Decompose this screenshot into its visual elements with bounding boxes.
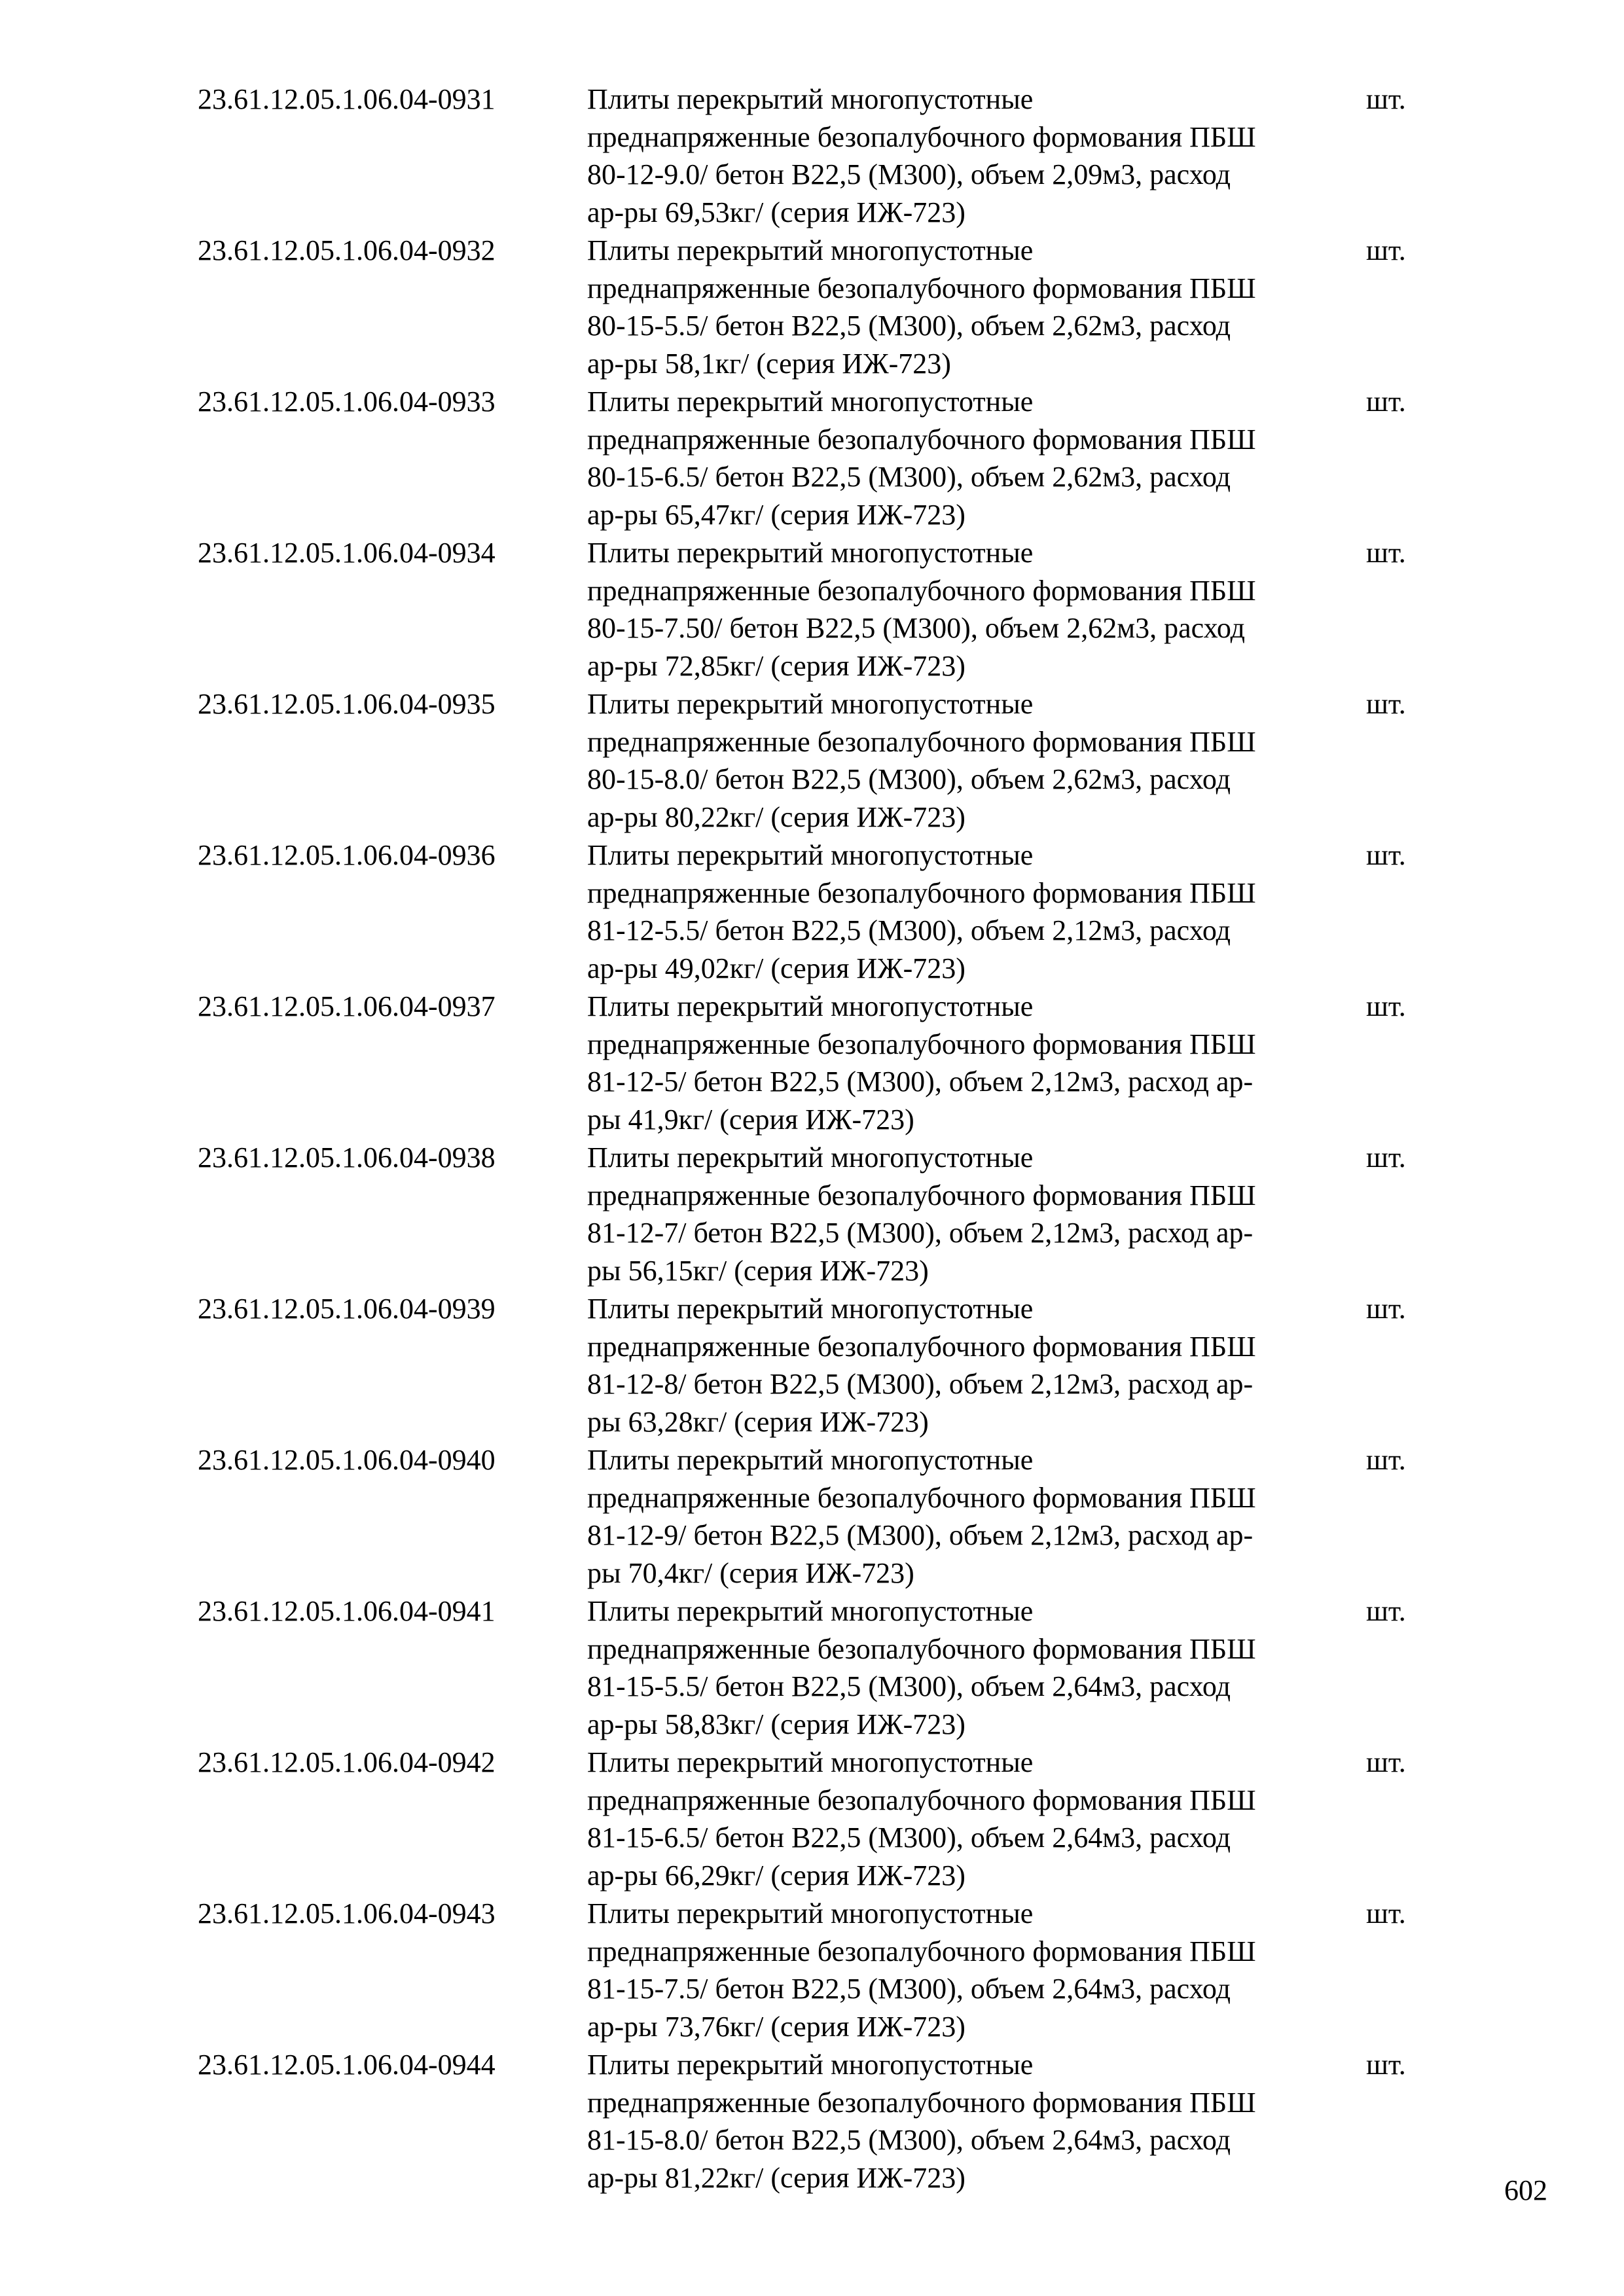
unit-of-measure: шт.	[1366, 1444, 1406, 1476]
resource-description	[587, 1441, 1373, 1592]
resource-description	[587, 988, 1373, 1138]
description-line: преднапряженные безопалубочного формования ПБШ	[587, 2086, 1256, 2119]
description-line: Плиты перекрытий многопустотные	[587, 990, 1034, 1022]
list-item	[0, 1592, 1624, 1744]
description-line: 80-15-7.50/ бетон В22,5 (М300), объем 2,62м3, расход	[587, 612, 1246, 644]
unit-of-measure: шт.	[1366, 2049, 1406, 2081]
description-line: 80-15-8.0/ бетон В22,5 (М300), объем 2,62м3, расход	[587, 763, 1231, 795]
resource-description	[587, 232, 1373, 382]
description-line: ар-ры 81,22кг/ (серия ИЖ-723)	[587, 2161, 965, 2194]
description-line: преднапряженные безопалубочного формования ПБШ	[587, 1784, 1256, 1816]
resource-description	[587, 1744, 1373, 1894]
description-line: Плиты перекрытий многопустотные	[587, 1595, 1034, 1627]
resource-description	[587, 534, 1373, 685]
resource-code: 23.61.12.05.1.06.04-0933	[198, 386, 496, 418]
description-line: Плиты перекрытий многопустотные	[587, 1293, 1034, 1325]
unit-of-measure: шт.	[1366, 83, 1406, 115]
description-line: ры 56,15кг/ (серия ИЖ-723)	[587, 1254, 929, 1287]
description-line: 81-15-5.5/ бетон В22,5 (М300), объем 2,64м3, расход	[587, 1670, 1231, 1702]
resource-description	[587, 383, 1373, 533]
description-line: Плиты перекрытий многопустотные	[587, 688, 1034, 720]
description-line: 81-15-8.0/ бетон В22,5 (М300), объем 2,64м3, расход	[587, 2124, 1231, 2156]
description-line: преднапряженные безопалубочного формования ПБШ	[587, 1935, 1256, 1967]
list-item	[0, 2046, 1624, 2197]
description-line: Плиты перекрытий многопустотные	[587, 386, 1034, 418]
unit-of-measure: шт.	[1366, 1141, 1406, 1174]
resource-code: 23.61.12.05.1.06.04-0938	[198, 1141, 496, 1174]
list-item	[0, 685, 1624, 836]
description-line: 81-12-8/ бетон В22,5 (М300), объем 2,12м3, расход ар-	[587, 1368, 1254, 1400]
list-item	[0, 1441, 1624, 1592]
description-line: преднапряженные безопалубочного формования ПБШ	[587, 574, 1256, 607]
description-line: 81-12-5.5/ бетон В22,5 (М300), объем 2,12м3, расход	[587, 914, 1231, 946]
description-line: Плиты перекрытий многопустотные	[587, 83, 1034, 115]
description-line: Плиты перекрытий многопустотные	[587, 1897, 1034, 1929]
description-line: преднапряженные безопалубочного формования ПБШ	[587, 1028, 1256, 1060]
description-line: ар-ры 58,83кг/ (серия ИЖ-723)	[587, 1708, 965, 1740]
description-line: 81-12-7/ бетон В22,5 (М300), объем 2,12м3, расход ар-	[587, 1217, 1254, 1249]
description-line: преднапряженные безопалубочного формования ПБШ	[587, 423, 1256, 456]
unit-of-measure: шт.	[1366, 839, 1406, 871]
description-line: Плиты перекрытий многопустотные	[587, 1141, 1034, 1174]
resource-description	[587, 836, 1373, 987]
description-line: ар-ры 49,02кг/ (серия ИЖ-723)	[587, 952, 965, 984]
description-line: преднапряженные безопалубочного формования ПБШ	[587, 1632, 1256, 1665]
description-line: ар-ры 58,1кг/ (серия ИЖ-723)	[587, 347, 951, 380]
description-line: Плиты перекрытий многопустотные	[587, 537, 1034, 569]
resource-code: 23.61.12.05.1.06.04-0942	[198, 1746, 496, 1778]
resource-code: 23.61.12.05.1.06.04-0940	[198, 1444, 496, 1476]
description-line: ры 41,9кг/ (серия ИЖ-723)	[587, 1103, 914, 1136]
resource-code: 23.61.12.05.1.06.04-0931	[198, 83, 496, 115]
description-line: преднапряженные безопалубочного формования ПБШ	[587, 876, 1256, 909]
resource-code: 23.61.12.05.1.06.04-0932	[198, 234, 496, 266]
list-item	[0, 1290, 1624, 1441]
resource-description	[587, 81, 1373, 231]
resource-description	[587, 685, 1373, 836]
unit-of-measure: шт.	[1366, 990, 1406, 1022]
list-item	[0, 1895, 1624, 2046]
description-line: преднапряженные безопалубочного формования ПБШ	[587, 120, 1256, 153]
description-line: 80-12-9.0/ бетон В22,5 (М300), объем 2,09м3, расход	[587, 158, 1231, 190]
resource-code: 23.61.12.05.1.06.04-0939	[198, 1293, 496, 1325]
list-item	[0, 1139, 1624, 1290]
resource-code: 23.61.12.05.1.06.04-0935	[198, 688, 496, 720]
page-number: 602	[1504, 2174, 1547, 2206]
description-line: 81-12-5/ бетон В22,5 (М300), объем 2,12м3, расход ар-	[587, 1066, 1254, 1098]
list-item	[0, 534, 1624, 685]
resource-code: 23.61.12.05.1.06.04-0943	[198, 1897, 496, 1929]
resource-description	[587, 1290, 1373, 1441]
description-line: преднапряженные безопалубочного формования ПБШ	[587, 725, 1256, 758]
resource-code: 23.61.12.05.1.06.04-0934	[198, 537, 496, 569]
description-line: преднапряженные безопалубочного формования ПБШ	[587, 1179, 1256, 1211]
unit-of-measure: шт.	[1366, 234, 1406, 266]
description-line: преднапряженные безопалубочного формования ПБШ	[587, 1481, 1256, 1514]
description-line: Плиты перекрытий многопустотные	[587, 2049, 1034, 2081]
resource-code: 23.61.12.05.1.06.04-0941	[198, 1595, 496, 1627]
unit-of-measure: шт.	[1366, 1746, 1406, 1778]
description-line: ар-ры 72,85кг/ (серия ИЖ-723)	[587, 649, 965, 682]
list-item	[0, 383, 1624, 534]
description-line: ар-ры 66,29кг/ (серия ИЖ-723)	[587, 1859, 965, 1892]
description-line: 80-15-5.5/ бетон В22,5 (М300), объем 2,62м3, расход	[587, 310, 1231, 342]
resource-description	[587, 1139, 1373, 1289]
list-item	[0, 1744, 1624, 1895]
unit-of-measure: шт.	[1366, 1595, 1406, 1627]
description-line: ар-ры 65,47кг/ (серия ИЖ-723)	[587, 498, 965, 531]
list-item	[0, 81, 1624, 232]
unit-of-measure: шт.	[1366, 386, 1406, 418]
description-line: ры 70,4кг/ (серия ИЖ-723)	[587, 1556, 914, 1589]
list-item	[0, 988, 1624, 1139]
list-item	[0, 232, 1624, 383]
resource-description	[587, 1592, 1373, 1743]
description-line: 81-15-6.5/ бетон В22,5 (М300), объем 2,64м3, расход	[587, 1821, 1231, 1854]
description-line: преднапряженные безопалубочного формования ПБШ	[587, 1330, 1256, 1363]
resource-code: 23.61.12.05.1.06.04-0944	[198, 2049, 496, 2081]
unit-of-measure: шт.	[1366, 688, 1406, 720]
unit-of-measure: шт.	[1366, 1897, 1406, 1929]
description-line: Плиты перекрытий многопустотные	[587, 1444, 1034, 1476]
description-line: 81-15-7.5/ бетон В22,5 (М300), объем 2,64м3, расход	[587, 1973, 1231, 2005]
description-line: 80-15-6.5/ бетон В22,5 (М300), объем 2,62м3, расход	[587, 461, 1231, 493]
description-line: ар-ры 73,76кг/ (серия ИЖ-723)	[587, 2010, 965, 2043]
resource-code: 23.61.12.05.1.06.04-0936	[198, 839, 496, 871]
unit-of-measure: шт.	[1366, 1293, 1406, 1325]
description-line: ар-ры 80,22кг/ (серия ИЖ-723)	[587, 800, 965, 833]
description-line: 81-12-9/ бетон В22,5 (М300), объем 2,12м3, расход ар-	[587, 1519, 1254, 1551]
list-item	[0, 836, 1624, 988]
resource-code: 23.61.12.05.1.06.04-0937	[198, 990, 496, 1022]
description-line: ры 63,28кг/ (серия ИЖ-723)	[587, 1405, 929, 1438]
resource-description	[587, 1895, 1373, 2045]
resource-description	[587, 2046, 1373, 2197]
description-line: преднапряженные безопалубочного формования ПБШ	[587, 272, 1256, 304]
description-line: Плиты перекрытий многопустотные	[587, 839, 1034, 871]
description-line: ар-ры 69,53кг/ (серия ИЖ-723)	[587, 196, 965, 228]
description-line: Плиты перекрытий многопустотные	[587, 1746, 1034, 1778]
unit-of-measure: шт.	[1366, 537, 1406, 569]
description-line: Плиты перекрытий многопустотные	[587, 234, 1034, 266]
